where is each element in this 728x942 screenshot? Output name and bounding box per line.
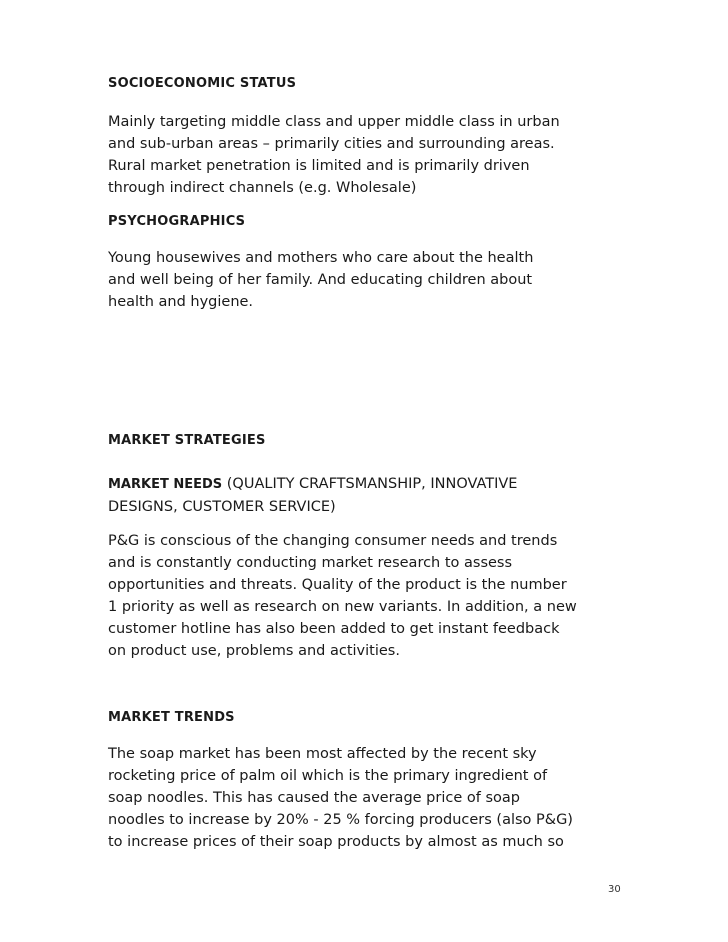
paragraph-market-trends xyxy=(108,743,628,853)
paragraph-market-needs xyxy=(108,530,628,662)
market-needs-bold: MARKET NEEDS xyxy=(108,477,223,492)
document-page xyxy=(108,0,628,942)
heading-market-needs xyxy=(108,473,517,518)
market-needs-subtitle-line2: DESIGNS, CUSTOMER SERVICE) xyxy=(108,499,336,515)
paragraph-psychographics xyxy=(108,247,628,313)
paragraph-line: Young housewives and mothers who care about the health xyxy=(108,250,534,266)
heading-socioeconomic-status: SOCIOECONOMIC STATUS xyxy=(108,76,297,91)
paragraph-line: Mainly targeting middle class and upper middle class in urban xyxy=(108,114,560,130)
paragraph-line: Rural market penetration is limited and is primarily driven xyxy=(108,158,530,174)
paragraph-socioeconomic xyxy=(108,111,628,199)
paragraph-line: on product use, problems and activities. xyxy=(108,643,400,659)
heading-psychographics: PSYCHOGRAPHICS xyxy=(108,214,246,229)
paragraph-line: and well being of her family. And educating children about xyxy=(108,272,533,288)
paragraph-line: soap noodles. This has caused the average price of soap xyxy=(108,790,520,806)
heading-market-strategies: MARKET STRATEGIES xyxy=(108,433,266,448)
paragraph-line: to increase prices of their soap products by almost as much so xyxy=(108,834,564,850)
paragraph-line: and sub-urban areas – primarily cities and surrounding areas. xyxy=(108,136,555,152)
paragraph-line: through indirect channels (e.g. Wholesale) xyxy=(108,180,417,196)
market-needs-subtitle: (QUALITY CRAFTSMANSHIP, INNOVATIVE xyxy=(222,476,518,492)
heading-market-trends: MARKET TRENDS xyxy=(108,710,235,725)
paragraph-line: 1 priority as well as research on new variants. In addition, a new xyxy=(108,599,577,615)
paragraph-line: customer hotline has also been added to get instant feedback xyxy=(108,621,560,637)
page-number: 30 xyxy=(608,884,621,895)
paragraph-line: opportunities and threats. Quality of the product is the number xyxy=(108,577,567,593)
paragraph-line: P&G is conscious of the changing consumer needs and trends xyxy=(108,533,558,549)
paragraph-line: The soap market has been most affected by the recent sky xyxy=(108,746,537,762)
paragraph-line: rocketing price of palm oil which is the primary ingredient of xyxy=(108,768,548,784)
paragraph-line: noodles to increase by 20% - 25 % forcing producers (also P&G) xyxy=(108,812,573,828)
paragraph-line: health and hygiene. xyxy=(108,294,254,310)
paragraph-line: and is constantly conducting market research to assess xyxy=(108,555,513,571)
